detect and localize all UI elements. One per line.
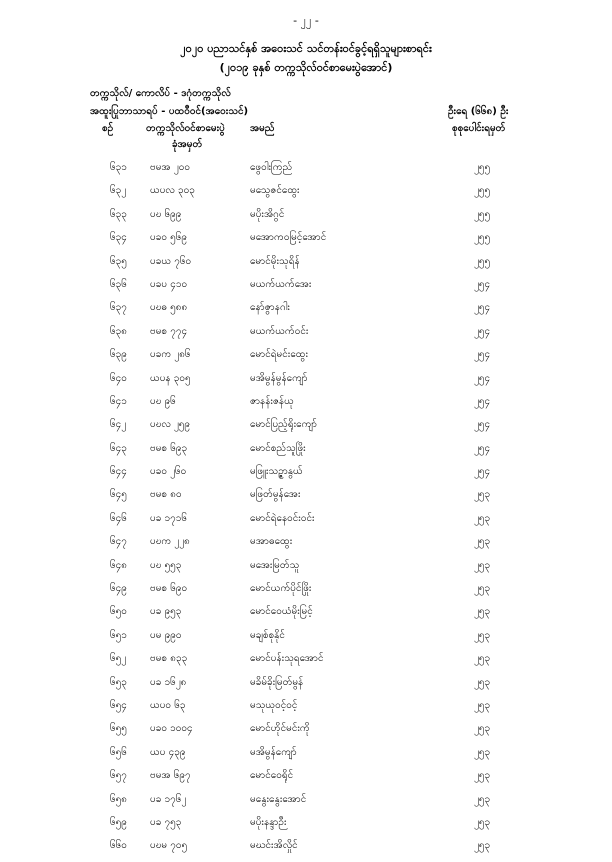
- roll-number: ပဎမ ၇၀၅: [150, 840, 188, 852]
- total-score: ၂၅၃: [474, 676, 491, 688]
- table-row: [0, 394, 612, 417]
- results-table: [0, 160, 612, 862]
- roll-number: ပဎက ၂၂၈: [150, 536, 190, 548]
- roll-number: ပခဝ ၅၆၉: [150, 232, 187, 244]
- table-row: [0, 487, 612, 510]
- candidate-name: မောင်မိုးသုရိန်: [250, 255, 300, 267]
- roll-number: ဗမအ ၂၀၀: [150, 162, 190, 173]
- row-number: ၆၄၆: [110, 512, 127, 524]
- roll-number: ပခဝ ၂၆၀: [150, 466, 187, 478]
- row-number: ၆၃၈: [110, 325, 127, 337]
- total-score: ၂၅၃: [474, 653, 491, 665]
- row-number: ၆၃၆: [110, 278, 127, 290]
- table-row: [0, 581, 612, 604]
- table-row: [0, 417, 612, 440]
- table-row: [0, 815, 612, 838]
- table-row: [0, 651, 612, 674]
- row-number: ၆၃၅: [110, 255, 127, 267]
- row-number: ၆၅၁: [110, 629, 127, 641]
- total-score: ၂၅၅: [474, 232, 491, 244]
- total-score: ၂၅၅: [474, 185, 491, 197]
- total-score: ၂၅၅: [474, 162, 491, 173]
- candidate-name: မဃင်းအိလှိုင်: [250, 840, 298, 852]
- table-row: [0, 230, 612, 253]
- column-header-score: စုစုပေါင်းရမှတ်: [452, 123, 506, 134]
- table-row: [0, 300, 612, 323]
- row-number: ၆၅၇: [110, 770, 127, 782]
- row-number: ၆၅၃: [110, 676, 127, 688]
- candidate-name: မဖြူးသဉ္ဇာနွယ်: [250, 466, 303, 478]
- total-score: ၂၅၃: [474, 770, 491, 782]
- table-row: [0, 371, 612, 394]
- candidate-name: မအာဓထွေး: [250, 536, 293, 548]
- roll-number: ယပဝ ၆၃: [150, 699, 186, 711]
- roll-number: ဗမစ ၈၃၃: [150, 653, 188, 665]
- table-row: [0, 207, 612, 230]
- table-row: [0, 604, 612, 627]
- total-score: ၂၅၄: [474, 278, 491, 290]
- roll-number: ဗမအ ၆၉၇: [150, 770, 191, 782]
- roll-number: ဗမစ ၈၀: [150, 489, 182, 501]
- table-row: [0, 534, 612, 557]
- total-score: ၂၅၄: [474, 325, 491, 337]
- roll-number: ဗမစ ၇၇၄: [150, 325, 188, 337]
- table-row: [0, 511, 612, 534]
- total-score: ၂၅၄: [474, 395, 491, 407]
- candidate-name: မယက်ယက်ဝင်း: [250, 325, 309, 337]
- table-row: [0, 464, 612, 487]
- roll-number: ပဎ ၆၉၉: [150, 208, 182, 220]
- total-score: ၂၅၄: [474, 349, 491, 361]
- table-row: [0, 792, 612, 815]
- total-score: ၂၅၃: [474, 489, 491, 501]
- total-score: ၂၅၅: [474, 208, 491, 220]
- total-score: ၂၅၃: [474, 816, 491, 828]
- subject-line: အထူးပြုဘာသာရပ် - ပထဝီဝင်(အဝေးသင်): [90, 106, 249, 117]
- column-header-no: စဉ်: [102, 123, 114, 134]
- row-number: ၆၄၀: [110, 372, 127, 384]
- candidate-name: မနွေးနွေးအောင်: [250, 793, 307, 805]
- roll-number: ပဎဓ ၅၈၈: [150, 302, 188, 314]
- row-number: ၆၄၄: [110, 466, 127, 478]
- roll-number: ပခ ၁၇၁၆: [150, 512, 188, 524]
- table-row: [0, 768, 612, 791]
- table-row: [0, 628, 612, 651]
- roll-number: ပခ ၉၅၃: [150, 606, 182, 618]
- university-line: တက္ကသိုလ်/ ကောလိပ် - ဒဂုံတက္ကသိုလ်: [90, 88, 231, 99]
- roll-number: ပခဝ ၁၀၀၄: [150, 723, 193, 735]
- total-score: ၂၅၃: [474, 559, 491, 571]
- candidate-name: မောင်ရဲမင်းထွေး: [250, 349, 308, 361]
- candidate-name: မောင်ရဲနေဝင်းဝင်း: [250, 512, 315, 524]
- candidate-name: ဖွေဝါးကြည်: [250, 162, 293, 173]
- column-header-roll-sub: ခုံအမှတ်: [172, 139, 203, 150]
- roll-number: ပခက ၂၈၆: [150, 349, 191, 361]
- total-score: ၂၅၃: [474, 840, 491, 852]
- candidate-name: မောင်ဝေရိုင်: [250, 770, 294, 782]
- row-number: ၆၃၁: [110, 162, 127, 173]
- roll-number: ပဎ ၉၆: [150, 395, 176, 407]
- row-number: ၆၄၁: [110, 395, 127, 407]
- roll-number: ပခ ၁၆၂၈: [150, 676, 187, 688]
- document-title: ၂၀၂၀ ပညာသင်နှစ် အဝေးသင် သင်တန်းဝင်ခွင့်ရရှိသူများစာရင်း: [180, 42, 432, 55]
- total-score: ၂၅၃: [474, 699, 491, 711]
- total-score: ၂၅၄: [474, 419, 491, 431]
- candidate-name: မအိမွန်မွန်ကျော်: [250, 372, 308, 384]
- candidate-name: မခိမ်ခိုးမြတ်မွန်: [250, 676, 304, 688]
- table-row: [0, 558, 612, 581]
- candidate-name: နော်ဇွာနဂါး: [250, 302, 290, 314]
- table-row: [0, 277, 612, 300]
- candidate-name: မပိုးအိဂွင်: [250, 208, 285, 220]
- total-score: ၂၅၃: [474, 746, 491, 758]
- row-number: ၆၄၅: [110, 489, 127, 501]
- document-subtitle: (၂၀၁၉ ခုနှစ် တက္ကသိုလ်ဝင်စာမေးပွဲအောင်): [219, 61, 393, 74]
- total-score: ၂၅၃: [474, 536, 491, 548]
- candidate-name: မသုယုဝင့်ဝင့်: [250, 699, 298, 711]
- candidate-name: မဖြတ်မွန်အေး: [250, 489, 301, 501]
- table-row: [0, 160, 612, 183]
- total-score: ၂၅၃: [474, 512, 491, 524]
- row-number: ၆၄၇: [110, 536, 127, 548]
- roll-number: ပခပ ၄၁၀: [150, 278, 188, 290]
- row-number: ၆၃၇: [110, 302, 127, 314]
- candidate-name: မောင်စည်သူဖြိုး: [250, 442, 306, 454]
- total-score: ၂၅၄: [474, 466, 491, 478]
- roll-number: ယပန ၃၀၅: [150, 372, 191, 384]
- candidate-name: မအောကဝမြင့်အောင်: [250, 232, 327, 244]
- row-number: ၆၅၄: [110, 699, 127, 711]
- candidate-name: မောင်ပြည့်ရိုးကျော်: [250, 419, 318, 431]
- row-number: ၆၅၆: [110, 746, 127, 758]
- total-score: ၂၅၄: [474, 302, 491, 314]
- roll-number: ပဎလ ၂၅၉: [150, 419, 191, 431]
- candidate-name: မသွေဇင်ထွေး: [250, 185, 300, 197]
- table-row: [0, 698, 612, 721]
- total-score: ၂၅၃: [474, 629, 491, 641]
- table-row: [0, 324, 612, 347]
- row-number: ၆၅၅: [110, 723, 127, 735]
- row-number: ၆၄၉: [110, 583, 127, 595]
- candidate-name: မအေးမြတ်သူ: [250, 559, 300, 571]
- total-score: ၂၅၄: [474, 442, 491, 454]
- table-row: [0, 675, 612, 698]
- table-row: [0, 441, 612, 464]
- row-number: ၆၃၄: [110, 232, 127, 244]
- roll-number: ဗမစ ၆၉၀: [150, 583, 188, 595]
- roll-number: ပခ ၇၅၃: [150, 816, 182, 828]
- total-score: ၂၅၅: [474, 255, 491, 267]
- total-score: ၂၅၃: [474, 606, 491, 618]
- roll-number: ပခယ ၇၆၀: [150, 255, 192, 267]
- row-number: ၆၃၃: [110, 208, 127, 220]
- total-score: ၂၅၃: [474, 723, 491, 735]
- total-score: ၂၅၃: [474, 583, 491, 595]
- row-number: ၆၄၃: [110, 442, 127, 454]
- row-number: ၆၅၂: [110, 653, 127, 665]
- candidate-name: မအိမွန်ကျော်: [250, 746, 297, 758]
- row-number: ၆၅၈: [110, 793, 127, 805]
- table-row: [0, 183, 612, 206]
- row-number: ၆၆၀: [110, 840, 127, 852]
- roll-number: ပဎ ၅၅၃: [150, 559, 182, 571]
- page-number: - ၂၂ -: [293, 14, 319, 27]
- column-header-roll: တက္ကသိုလ်ဝင်စာမေးပွဲ: [146, 123, 225, 134]
- roll-number: ယပ ၄၃၉: [150, 746, 186, 758]
- candidate-name: မပိုးနန္ဒာဉီး: [250, 816, 287, 828]
- table-row: [0, 254, 612, 277]
- total-score: ၂၅၃: [474, 793, 491, 805]
- candidate-name: ဇာနန်းဇန်ယု: [250, 395, 294, 407]
- column-header-name: အမည်: [250, 123, 275, 134]
- candidate-name: မောင်ဝေယံမိုးမြင့်: [250, 606, 313, 618]
- candidate-name: မယက်ယက်အေး: [250, 278, 312, 290]
- candidate-name: မောင်ဟိုင်မင်းကို: [250, 723, 310, 735]
- total-count: ဦးရေ (၆၆၈) ဦး: [448, 106, 509, 117]
- row-number: ၆၃၂: [110, 185, 127, 197]
- roll-number: ယပလ ၃၀၃: [150, 185, 195, 197]
- table-row: [0, 745, 612, 768]
- row-number: ၆၃၉: [110, 349, 127, 361]
- candidate-name: မချစ်စုနိုင်: [250, 629, 285, 641]
- row-number: ၆၄၂: [110, 419, 127, 431]
- table-row: [0, 347, 612, 370]
- total-score: ၂၅၄: [474, 372, 491, 384]
- table-row: [0, 838, 612, 861]
- row-number: ၆၅၀: [110, 606, 127, 618]
- roll-number: ဗမစ ၆၉၃: [150, 442, 188, 454]
- row-number: ၆၄၈: [110, 559, 127, 571]
- roll-number: ပခ ၁၇၆၂: [150, 793, 187, 805]
- roll-number: ပမ ၉၉၀: [150, 629, 182, 641]
- candidate-name: မောင်ယက်ပိုင်ဖြိုး: [250, 583, 312, 595]
- candidate-name: မောင်ပန်းသုရအောင်: [250, 653, 324, 665]
- row-number: ၆၅၉: [110, 816, 127, 828]
- table-row: [0, 721, 612, 744]
